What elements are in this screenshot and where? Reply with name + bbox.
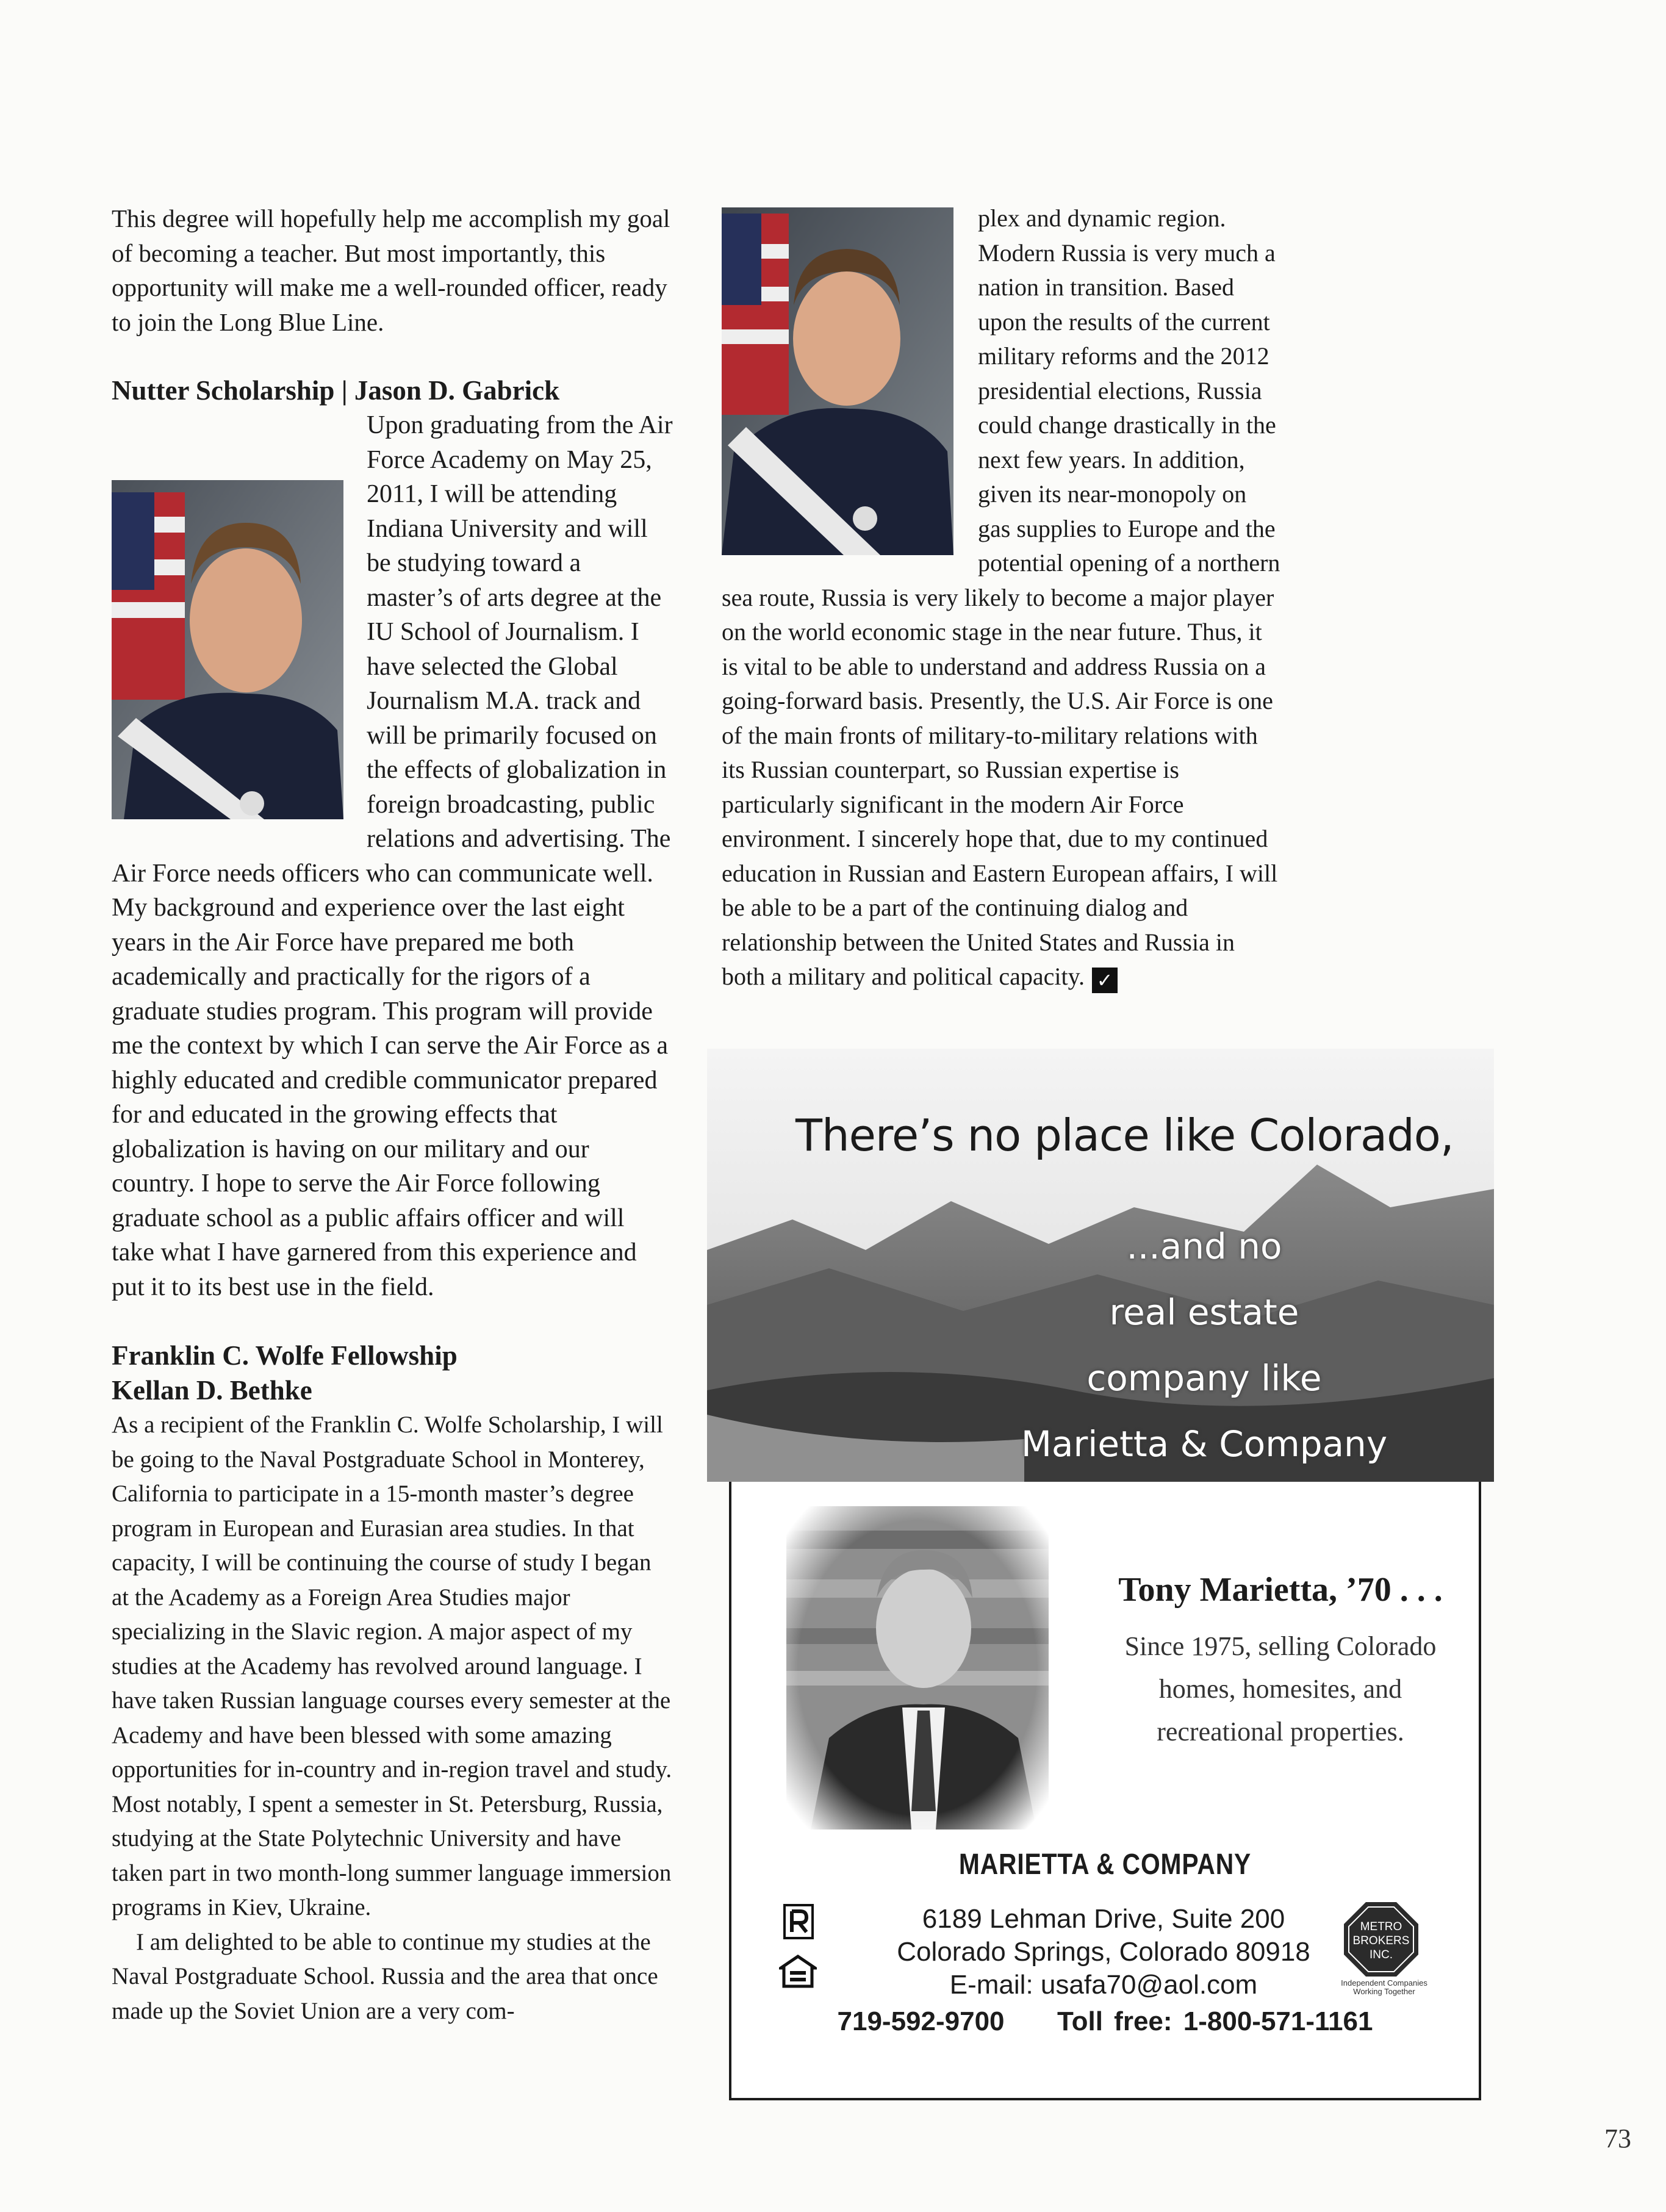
section1-body: Upon graduating from the Air Force Academy on May 25, 2011, I will be attending Indiana University and will be studying toward a master’s of arts degree at the IU School of Journalism. I have selected the Global Journalism M.A. track and will be primarily focused on the effects of globalization in foreign broadcasting, public relations and advertising. The Air Force needs officers who can communicate well. My background and experience over the last eight years in the Air Force have prepared me both academically and practically for the rigors of a graduate studies program. This program will provide me the context by which I can serve the Air Force as a highly educated and credible communicator prepared for and educated in the growing effects that globalization is having on our military and our country. I hope to serve the Air Force following graduate school as a public affairs officer and will take what I have garnered from this experience and put it to its best use in the field. — [112, 411, 673, 1301]
marietta-ad — [729, 1065, 1481, 2100]
section2-body1: As a recipient of the Franklin C. Wolfe Scholarship, I will be going to the Naval Postgraduate School in Monterey, California to participate in a 15-month master’s degree program in European and Eurasian area studies. In that capacity, I will be continuing the course of study I began at the Academy as a Foreign Area Studies major specializing in the Slavic region. A major aspect of my studies at the Academy has revolved around language. I have taken Russian language courses every semester at the Academy and have been blessed with some amazing opportunities for in-country and in-region travel and study. Most notably, I spent a semester in St. Petersburg, Russia, studying at the State Polytechnic University and have taken part in two month-long summer language immersion programs in Kiev, Ukraine. — [112, 1412, 672, 1920]
right-column-body: plex and dynamic region. Modern Russia is very much a nation in transition. Based upon the results of the current military reforms and the 2012 presidential elections, Russia could change drastically in the next few years. In addition, given its near-monopoly on gas supplies to Europe and the potential opening of a northern sea route, Russia is very likely to become a major player on the world economic stage in the near future. Thus, it is vital to be able to understand and address Russia on a going-forward basis. Presently, the U.S. Air Force is one of the main fronts of military-to-military relations with its Russian counterpart, so Russian expertise is particularly significant in the modern Air Force environment. I sincerely hope that, due to my continued education in Russian and Eastern European affairs, I will be able to be a part of the continuing dialog and relationship between the United States and Russia in both a military and political capacity. ✓ — [722, 204, 1280, 992]
company-name: MARIETTA & COMPANY — [958, 1848, 1252, 1881]
section2-body2: I am delighted to be able to continue my studies at the Naval Postgraduate School. Russia and the area that once made up the Soviet Union are a very com- — [112, 1928, 658, 2024]
section1-heading: Nutter Scholarship | Jason D. Gabrick — [112, 375, 560, 406]
realtor-logo-icon — [783, 1904, 814, 1939]
ad-address: 6189 Lehman Drive, Suite 200 Colorado Springs, Colorado 80918 E-mail: usafa70@aol.com — [897, 1904, 1310, 2000]
left-column — [112, 201, 673, 2028]
agent-name: Tony Marietta, ’70 . . . — [1118, 1571, 1443, 1609]
phone-number: 719-592-9700 — [837, 2006, 1005, 2036]
section2-heading-line1: Franklin C. Wolfe Fellowship — [112, 1340, 458, 1371]
svg-text:METRO: METRO — [1360, 1920, 1402, 1933]
page-number: 73 — [1604, 2124, 1631, 2153]
tony-marietta-photo — [786, 1506, 1049, 1830]
equal-housing-icon — [779, 1955, 817, 1988]
cadet-bethke-photo — [722, 207, 953, 555]
metro-brokers-logo-icon — [1341, 1900, 1421, 1979]
metro-brokers-subtitle: Independent Companies Working Together — [1341, 1978, 1427, 1996]
ad-tagline: ...and no real estate company like Marietta & Company — [1021, 1226, 1388, 1465]
right-column — [722, 201, 1283, 994]
ad-phones — [731, 2006, 1479, 2037]
ad-headline: There’s no place like Colorado, — [795, 1110, 1454, 1161]
end-checkmark: ✓ — [1092, 968, 1118, 993]
cadet-gabrick-photo — [112, 480, 343, 819]
tollfree-number: Toll free: 1-800-571-1161 — [1057, 2006, 1373, 2036]
agent-description: Since 1975, selling Colorado homes, homesites, and recreational properties. — [1124, 1631, 1437, 1747]
svg-text:INC.: INC. — [1370, 1948, 1393, 1961]
intro-paragraph: This degree will hopefully help me accomplish my goal of becoming a teacher. But most importantly, this opportunity will make me a well-rounded officer, ready to join the Long Blue Line. — [112, 204, 670, 336]
svg-text:BROKERS: BROKERS — [1352, 1934, 1410, 1947]
section2-heading-line2: Kellan D. Bethke — [112, 1375, 312, 1406]
